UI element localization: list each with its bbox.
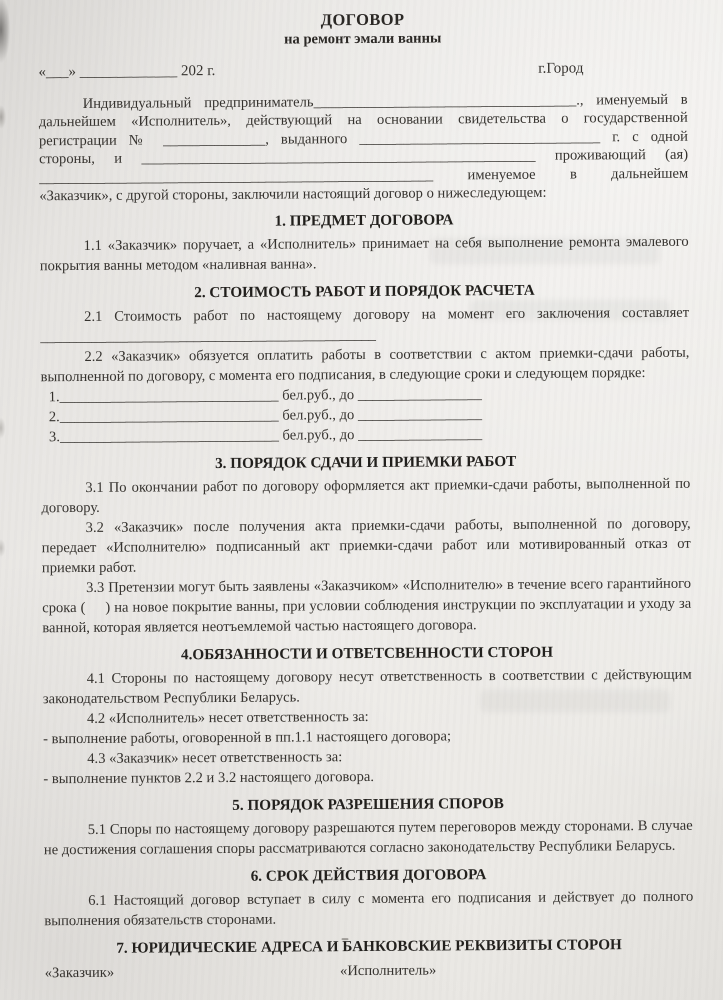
intro-line-4: стороны, и ______________________________________________________ проживающий (ая)	[38, 146, 689, 168]
date-blank-line: «___» _____________ 202 г.	[38, 63, 216, 81]
section-5-heading: 5. ПОРЯДОК РАЗРЕШЕНИЯ СПОРОВ	[232, 795, 504, 815]
date-city-row	[38, 60, 687, 82]
customer-label: «Заказчик»	[44, 965, 115, 982]
intro-line-2: дальнейшем «Исполнитель», действующий на основании свидетельства о государственной	[38, 110, 688, 131]
section-2-heading: 2. СТОИМОСТЬ РАБОТ И ПОРЯДОК РАСЧЕТА	[194, 282, 535, 302]
intro-paragraph	[39, 91, 689, 206]
city-label: г.Город	[538, 60, 584, 77]
section-1-heading: 1. ПРЕДМЕТ ДОГОВОРА	[274, 211, 454, 231]
intro-line-5: ______________________________________________________ именуемое в дальнейшем	[39, 165, 689, 186]
para-4-2: 4.2 «Исполнитель» несет ответственность за:	[86, 709, 369, 728]
payment-row-3: 3.______________________________ бел.руб., до _________________	[48, 426, 483, 446]
para-4-1: 4.1 Стороны по настоящему договору несут ответственность в соответствии с действующим законодательством Республики Беларусь.	[42, 667, 692, 708]
para-3-1: 3.1 По окончании работ по договору оформляется акт приемки-сдачи работы, выполненной по договору.	[41, 476, 691, 517]
section-7-heading: 7. ЮРИДИЧЕСКИЕ АДРЕСА И БАНКОВСКИЕ РЕКВИЗИТЫ СТОРОН	[116, 936, 622, 958]
contractor-label: «Исполнитель»	[339, 962, 437, 980]
section-3-heading: 3. ПОРЯДОК СДАЧИ И ПРИЕМКИ РАБОТ	[214, 453, 517, 473]
section-6-heading: 6. СРОК ДЕЙСТВИЯ ДОГОВОРА	[250, 866, 487, 886]
payment-row-2: 2.______________________________ бел.руб., до _________________	[48, 406, 483, 426]
blank-line-amount: ______________________________________________	[40, 327, 376, 346]
para-2-2: 2.2 «Заказчик» обязуется оплатить работы в соответствии с актом приемки-сдачи работы, выполненной по договору, с момента его подписания, в следующие сроки и следующем порядке:	[40, 345, 690, 386]
para-4-3: 4.3 «Заказчик» несет ответственность за:	[87, 749, 343, 768]
intro-line-3: регистрации № ______________, выданного _________________________________ г. с одной	[38, 128, 688, 150]
para-1-1: 1.1 «Заказчик» поручает, а «Исполнитель» принимает на себя выполнение ремонта эмалевого покрытия ванны методом «наливная ванна».	[39, 234, 689, 275]
payment-row-1: 1.______________________________ бел.руб., до _________________	[48, 386, 482, 406]
intro-line-6: «Заказчик», с другой стороны, заключили настоящий договор о нижеследующем:	[39, 184, 547, 205]
para-6-1: 6.1 Настоящий договор вступает в силу с момента его подписания и действует до полного выполнения обязательств сторонами.	[44, 889, 694, 930]
para-4-3-item: - выполнение пунктов 2.2 и 3.2 настоящего договора.	[43, 769, 375, 788]
doc-subtitle: на ремонт эмали ванны	[284, 30, 442, 48]
para-3-3: 3.3 Претензии могут быть заявлены «Заказчиком» «Исполнителю» в течение всего гарантийного срока ( ) на новое покрытие ванны, при условии соблюдения инструкции по эксплуатации и уходу за ванной, которая является неотъемлемой частью настоящего договора.	[42, 576, 692, 637]
doc-title: ДОГОВОР	[320, 9, 405, 30]
para-3-2: 3.2 «Заказчик» после получения акта приемки-сдачи работы, выполненной по договору, передает «Исполнителю» подписанный акт приемки-сдачи работ или мотивированный отказ от приемки работ.	[41, 516, 691, 577]
signature-row	[45, 959, 694, 984]
para-4-2-item: - выполнение работы, оговоренной в пп.1.1 настоящего договора;	[43, 728, 452, 748]
para-2-1: 2.1 Стоимость работ по настоящему договору на момент его заключения составляет	[84, 305, 690, 326]
section-4-heading: 4.ОБЯЗАННОСТИ И ОТВЕТСВЕННОСТИ СТОРОН	[180, 644, 554, 664]
paper-speck	[341, 938, 348, 940]
intro-line-1: Индивидуальный предприниматель____________________________________., именуемый в	[82, 91, 688, 112]
para-5-1: 5.1 Споры по настоящему договору разрешаются путем переговоров между сторонами. В случае не достижения соглашения споры рассматриваются согласно законодательству Республики Беларусь.	[43, 818, 693, 859]
contract-document	[38, 6, 694, 984]
